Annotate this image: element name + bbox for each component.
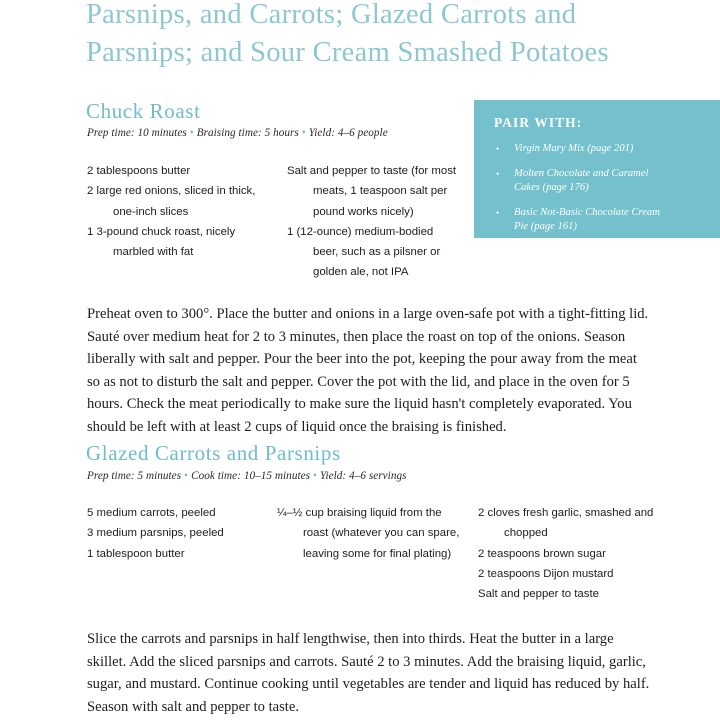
recipe-meta-glazed-carrots xyxy=(87,468,547,484)
ingredient-item xyxy=(287,161,487,222)
ingredient-column xyxy=(287,161,487,283)
yield: Yield: 4–6 people xyxy=(308,127,388,139)
ingredient-line: 2 tablespoons butter xyxy=(87,165,191,177)
ingredient-item xyxy=(287,222,487,283)
meta-separator-icon: • xyxy=(301,127,306,139)
ingredient-line: one-inch slices xyxy=(113,205,189,218)
ingredient-item xyxy=(87,222,287,263)
meta-separator-icon: • xyxy=(189,127,194,139)
ingredient-item xyxy=(87,503,277,523)
cook-time: Braising time: 5 hours xyxy=(196,127,299,139)
ingredient-item xyxy=(478,584,678,604)
method-paragraph-chuck-roast: Preheat oven to 300°. Place the butter and onions in a large oven-safe pot with a tight-fitting lid. Sauté over medium heat for 2 to 3 minutes, then place the roast on top of the onions. Season liberally with salt and pepper. Pour the beer into the pot, keeping the pour away from the meat so as not to disturb the salt and pepper. Cover the pot with the lid, and place in the oven for 5 hours. Check the meat periodically to make sure the liquid hasn't completely evaporated. You should be left with at least 2 cups of liquid once the braising is finished. xyxy=(87,306,649,435)
ingredient-item xyxy=(277,503,478,564)
ingredient-line: 5 medium carrots, peeled xyxy=(87,507,216,519)
pair-with-item-line-1: Virgin Mary Mix (page 201) xyxy=(514,143,634,154)
ingredients-glazed-carrots xyxy=(87,503,687,604)
ingredient-line: 2 cloves fresh garlic, smashed and xyxy=(478,507,654,519)
pair-with-list xyxy=(494,142,704,235)
ingredient-line: marbled with fat xyxy=(113,246,194,259)
ingredient-line: meats, 1 teaspoon salt per xyxy=(313,185,448,198)
recipe-meta-chuck-roast xyxy=(87,125,487,141)
ingredient-line: golden ale, not IPA xyxy=(313,266,409,279)
ingredient-line: leaving some for final plating) xyxy=(303,547,452,560)
ingredient-line: 1 tablespoon butter xyxy=(87,547,185,560)
ingredient-line: 2 large red onions, sliced in thick, xyxy=(87,185,256,198)
meta-separator-icon: • xyxy=(184,470,189,482)
pair-with-item xyxy=(494,206,704,235)
ingredient-line: 1 3-pound chuck roast, nicely xyxy=(87,225,236,238)
ingredient-item xyxy=(87,161,287,181)
ingredient-item xyxy=(478,503,678,544)
spread-title xyxy=(86,0,666,72)
spread-title-line-1: Parsnips, and Carrots; Glazed Carrots and xyxy=(86,0,577,30)
prep-time: Prep time: 5 minutes xyxy=(87,470,182,482)
ingredient-column xyxy=(87,503,277,604)
pair-with-item-line-1: Basic Not-Basic Chocolate Cream xyxy=(514,206,660,218)
pair-with-item-line-2: Cakes (page 176) xyxy=(514,182,589,194)
ingredient-line: Salt and pepper to taste (for most xyxy=(287,165,457,177)
bullet-icon: • xyxy=(496,207,500,218)
cook-time: Cook time: 10–15 minutes xyxy=(191,470,311,482)
recipe-title-chuck-roast: Chuck Roast xyxy=(86,99,201,123)
pair-with-heading: PAIR WITH: xyxy=(494,115,583,130)
ingredient-line: 1 (12-ounce) medium-bodied xyxy=(287,225,434,238)
meta-separator-icon: • xyxy=(313,470,318,482)
pair-with-item-line-2: Pie (page 161) xyxy=(514,221,577,233)
yield: Yield: 4–6 servings xyxy=(320,470,407,482)
bullet-icon: • xyxy=(496,144,500,154)
ingredient-item xyxy=(87,544,277,564)
bullet-icon: • xyxy=(496,168,500,179)
pair-with-item xyxy=(494,167,704,196)
prep-time: Prep time: 10 minutes xyxy=(87,127,187,139)
ingredient-line: 3 medium parsnips, peeled xyxy=(87,527,224,540)
ingredient-line: 2 teaspoons Dijon mustard xyxy=(478,567,614,580)
spread-title-line-2: Parsnips; and Sour Cream Smashed Potatoes xyxy=(86,37,609,68)
ingredient-item xyxy=(478,564,678,584)
ingredient-line: chopped xyxy=(504,527,548,540)
ingredient-line: Salt and pepper to taste xyxy=(478,588,599,601)
method-paragraph-glazed-carrots: Slice the carrots and parsnips in half lengthwise, then into thirds. Heat the butter in a large skillet. Add the sliced parsnips and carrots. Sauté 2 to 3 minutes. Add the braising liquid, garlic, sugar, and mustard. Continue cooking until vegetables are tender and liquid has reduced by half. Season with salt and pepper to taste. xyxy=(87,631,650,715)
ingredient-column xyxy=(277,503,478,604)
ingredient-line: beer, such as a pilsner or xyxy=(313,246,441,259)
ingredient-line: pound works nicely) xyxy=(313,205,414,218)
ingredient-line: 2 teaspoons brown sugar xyxy=(478,547,606,560)
ingredient-line: roast (whatever you can spare, xyxy=(303,527,460,540)
ingredients-chuck-roast xyxy=(87,161,487,283)
pair-with-box xyxy=(474,100,720,238)
recipe-title-glazed-carrots: Glazed Carrots and Parsnips xyxy=(86,441,341,465)
ingredient-column xyxy=(478,503,678,604)
ingredient-item xyxy=(87,523,277,543)
ingredient-item xyxy=(87,181,287,222)
ingredient-item xyxy=(478,544,678,564)
ingredient-line: ¼–½ cup braising liquid from the xyxy=(277,507,442,519)
ingredient-column xyxy=(87,161,287,283)
pair-with-item-line-1: Molten Chocolate and Caramel xyxy=(514,167,649,179)
pair-with-item xyxy=(494,142,704,157)
